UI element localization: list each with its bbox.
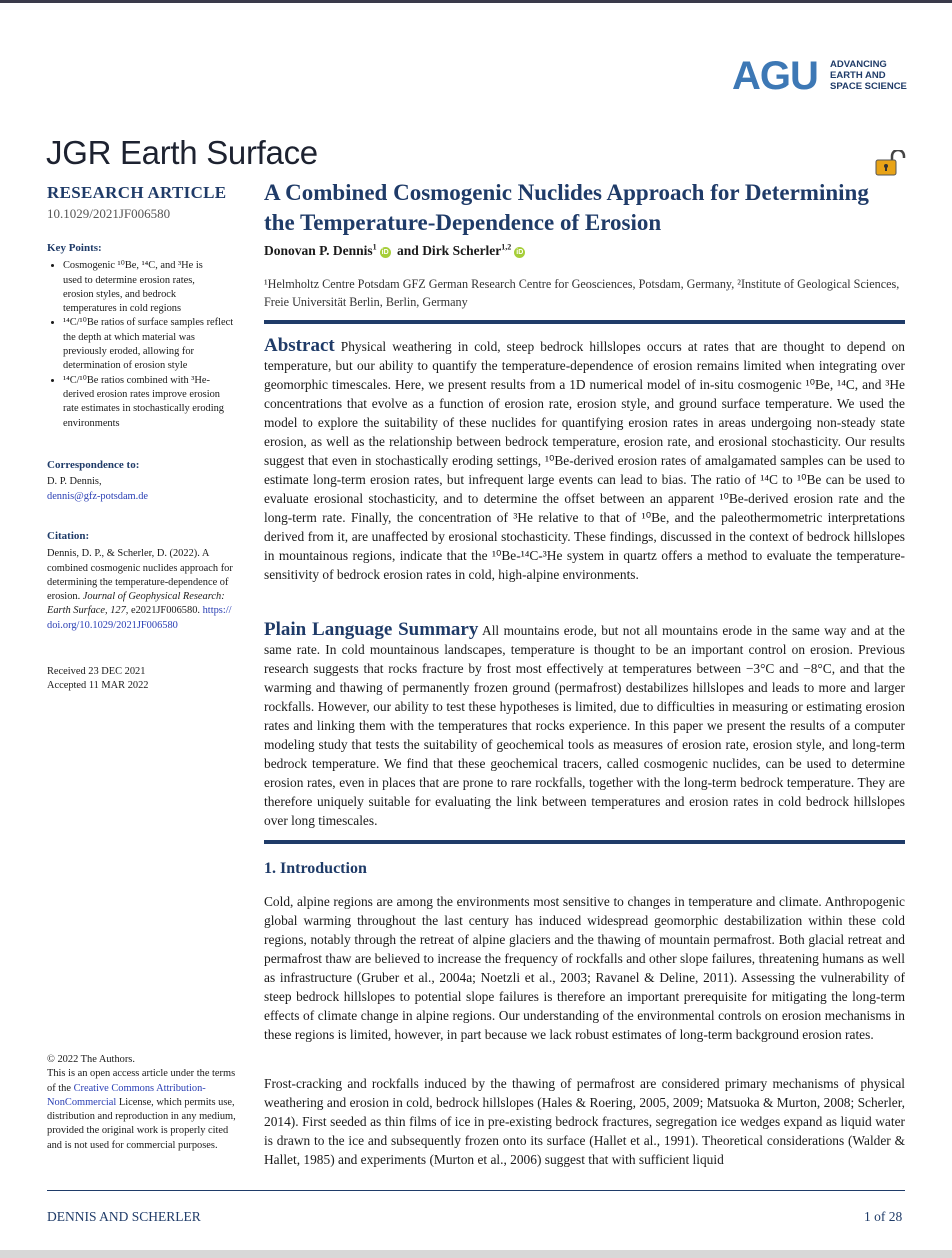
license [47, 1053, 237, 1153]
license-text-post: License, which permits use, distribution and reproduction in any medium, provided the original work is properly cited and is not used for commercial purposes. [47, 1096, 236, 1151]
key-points-heading: Key Points: [47, 242, 102, 254]
orcid-icon[interactable]: iD [381, 249, 389, 256]
citation-text: Dennis, D. P., & Scherler, D. (2022). A combined cosmogenic nuclides approach for determining the temperature-dependence of erosion. [47, 548, 233, 603]
citation-article-id: e2021JF006580. [131, 605, 200, 617]
article-title: A Combined Cosmogenic Nuclides Approach for Determining the Temperature-Dependence of Erosion [264, 180, 869, 235]
page-number: 1 of 28 [864, 1209, 903, 1224]
correspondence-name: D. P. Dennis, [47, 476, 102, 488]
intro-paragraph-2: Frost-cracking and rockfalls induced by the thawing of permafrost are considered primary mechanisms of physical weathering and erosion in cold, bedrock hillslopes (Hales & Roering, 2005, 2009; Matsuoka & Murton, 2008; Scherler, 2014). First seeded as thin films of ice in pre-existing bedrock fractures, segregation ice wedges expand as liquid water is drawn to the ice and subsequently frozen onto its surface (Hallet et al., 1991). Theoretical considerations (Walder & Hallet, 1985) and experiments (Murton et al., 2006) suggest that with sufficient liquid [264, 1076, 905, 1167]
section-divider [264, 320, 905, 324]
article-type: RESEARCH ARTICLE [47, 183, 227, 202]
correspondence-heading: Correspondence to: [47, 459, 140, 471]
accepted-date: Accepted 11 MAR 2022 [47, 680, 149, 692]
correspondence-email-link[interactable]: dennis@gfz-potsdam.de [47, 490, 149, 502]
introduction-heading: 1. Introduction [264, 860, 367, 877]
agu-logo [732, 56, 912, 98]
agu-logo-tagline: ADVANCING EARTH AND SPACE SCIENCE [830, 59, 907, 92]
key-point: • ¹⁴C/¹⁰Be ratios of surface samples reflect the depth at which material was previously eroded, allowing for determination of erosion style [63, 316, 235, 373]
footer-authors: DENNIS AND SCHERLER [47, 1209, 201, 1224]
key-point: • Cosmogenic ¹⁰Be, ¹⁴C, and ³He is used to determine erosion rates, erosion styles, and bedrock temperatures in cold regions [63, 259, 223, 316]
footer-divider [47, 1190, 905, 1191]
citation-journal: Journal of Geophysical Research: Earth Surface, 127, [47, 591, 225, 617]
article-doi: 10.1029/2021JF006580 [47, 206, 171, 221]
copyright: © 2022 The Authors. [47, 1054, 135, 1065]
agu-logo-wordmark: AGU [732, 54, 818, 98]
citation-heading: Citation: [47, 530, 90, 542]
open-access-icon [874, 150, 906, 176]
license-link[interactable]: Creative Commons Attribution-NonCommercial [47, 1082, 206, 1108]
pls-text: All mountains erode, but not all mountains erode in the same way and at the same rate. In cold mountainous landscapes, temperature is thought to be an important control on erosion. Previous research suggests that rocks fracture by frost most effectively at temperatures between −3°C and −8°C, and that the warming and thawing of permanently frozen ground (permafrost) destabilizes hillslopes and leads to more and larger rockfalls. However, our ability to test these hypotheses is limited, due to difficulties in measuring or estimating erosion rates and linking them with the temperatures that rocks experience. In this paper we present the results of a computer modeling study that tests the suitability of geochemical tools as measures of erosion rate, erosion style, and long-term bedrock temperature. We find that these geochemical tracers, called cosmogenic nuclides, can be used to determine erosion rates, even in places that are prone to rare rockfalls, together with the long-term bedrock temperature. They are therefore uniquely suitable for evaluating the link between temperatures and erosion rates in cold bedrock hillslopes over long timescales. [264, 623, 905, 828]
bottom-scroll-strip [0, 1250, 952, 1258]
intro-paragraph-1: Cold, alpine regions are among the environments most sensitive to changes in temperature and climate. Anthropogenic global warming throughout the last century has induced widespread geomorphic destabilization within these cold regions, notably through the retreat of alpine glaciers and the thawing of mountain permafrost. Both glacial retreat and permafrost thaw are believed to increase the frequency of rockfalls and other slope failures, threatening humans as well as infrastructure (Gruber et al., 2004a; Noetzli et al., 2003; Ravanel & Deline, 2011). Assessing the vulnerability of steep bedrock hillslopes to potential slope failures is therefore an important prerequisite for mitigating the long-term effects of climate change in alpine regions. Our understanding of the environmental controls on erosion mechanisms in these regions is limited, however, in part because we lack robust estimates of long-term background erosion rates. [264, 894, 905, 1042]
pls-heading: Plain Language Summary [264, 619, 479, 640]
section-divider [264, 840, 905, 844]
author-name[interactable]: and Dirk Scherler [397, 243, 502, 258]
abstract-text: Physical weathering in cold, steep bedrock hillslopes occurs at rates that are thought to depend on temperature, but our ability to quantify the temperature-dependence of erosion remains limited when integrating over geomorphic timescales. Here, we present results from a 1D numerical model of in-situ cosmogenic ¹⁰Be, ¹⁴C, and ³He concentrations that evolve as a function of erosion rate, erosion style, and ground surface temperature. We used the model to explore the suitability of these nuclides for quantifying erosion rates in areas undergoing non-steady state erosion, as well as the relationship between bedrock temperature, erosion rate, and erosional stochasticity. Our results suggest that even in stochastically eroding settings, ¹⁰Be-derived erosion rates of amalgamated samples can be used to estimate long-term erosion rates, but infrequent large events can lead to bias. The ratio of ¹⁴C to ¹⁰Be can be used to evaluate erosional stochasticity, and to determine the offset between an apparent ¹⁰Be-derived erosion rate and the long-term rate. Finally, the concentration of ³He relative to that of ¹⁰Be, and the paleothermometric interpretations derived from it, are unaffected by erosional stochasticity. These findings, discussed in the context of bedrock hillslopes in mountainous regions, indicate that the ¹⁰Be-¹⁴C-³He system in quartz offers a method to evaluate the temperature-sensitivity of bedrock erosion rates in cold, high-alpine environments. [264, 339, 905, 582]
abstract-heading: Abstract [264, 335, 335, 356]
dates [47, 665, 235, 694]
key-point: • ¹⁴C/¹⁰Be ratios combined with ³He-derived erosion rates improve erosion rate estimates in stochastically eroding environments [63, 374, 228, 431]
correspondence [47, 458, 235, 504]
author-name[interactable]: Donovan P. Dennis [264, 243, 373, 258]
plain-language-summary [264, 620, 905, 830]
author-list: Donovan P. Dennis$^1$iD and Dirk Scherler$^{1,2}$iD [264, 242, 524, 258]
affiliations: ¹Helmholtz Centre Potsdam GFZ German Research Centre for Geosciences, Potsdam, Germany, ²Institute of Geological Sciences, Freie Universität Berlin, Berlin, Germany [264, 277, 900, 309]
orcid-icon[interactable]: iD [516, 249, 524, 256]
abstract [264, 336, 905, 584]
received-date: Received 23 DEC 2021 [47, 666, 146, 677]
citation [47, 529, 235, 633]
license-text-pre: This is an open access article under the terms of the [47, 1068, 236, 1094]
top-border [0, 0, 952, 3]
key-points [47, 241, 235, 431]
citation-doi-link[interactable]: https://doi.org/10.1029/2021JF006580 [47, 605, 232, 631]
journal-name: JGR Earth Surface [46, 134, 318, 171]
